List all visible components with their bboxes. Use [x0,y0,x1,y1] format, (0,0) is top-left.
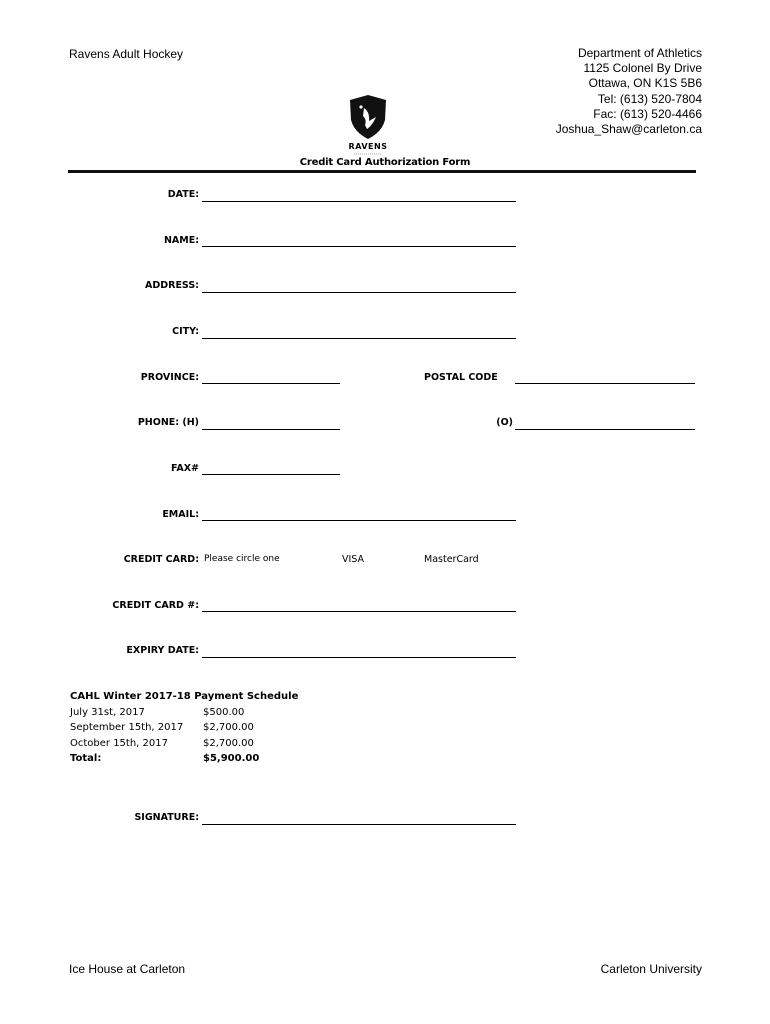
name-field[interactable] [202,246,516,247]
address-label: ADDRESS: [145,280,199,291]
phone-office-label: (O) [496,417,513,428]
card-number-field[interactable] [202,611,516,612]
postal-code-label: POSTAL CODE [424,372,498,383]
schedule-date: July 31st, 2017 [70,706,145,718]
footer-right: Carleton University [600,962,702,976]
postal-code-field[interactable] [515,383,695,384]
email-label: EMAIL: [162,509,199,520]
name-label: NAME: [163,235,199,246]
expiry-label: EXPIRY DATE: [126,645,199,656]
dept-line: Department of Athletics [577,46,702,60]
header-divider [68,170,696,173]
card-number-label: CREDIT CARD #: [112,600,199,611]
schedule-date: October 15th, 2017 [70,737,168,749]
city-label: CITY: [172,326,199,337]
total-label: Total: [70,753,102,764]
logo-text: RAVENS [348,142,388,151]
date-label: DATE: [167,189,199,200]
phone-home-label: PHONE: (H) [137,417,199,428]
raven-shield-icon [340,94,396,156]
schedule-amount: $2,700.00 [203,737,254,749]
phone-office-field[interactable] [515,429,695,430]
dept-email: Joshua_Shaw@carleton.ca [555,122,702,137]
total-amount: $5,900.00 [203,753,260,764]
circle-hint: Please circle one [204,554,280,564]
mastercard-option[interactable]: MasterCard [424,554,479,565]
expiry-field[interactable] [202,657,516,658]
ravens-logo [340,94,396,156]
schedule-row [70,736,298,752]
schedule-total-row [70,751,298,767]
phone-home-field[interactable] [202,429,340,430]
province-field[interactable] [202,383,340,384]
address-field[interactable] [202,292,516,293]
schedule-amount: $500.00 [203,706,245,718]
schedule-date: September 15th, 2017 [70,722,184,733]
payment-schedule [70,689,298,767]
schedule-row [70,720,298,736]
visa-option[interactable]: VISA [342,554,365,565]
department-address [556,46,702,137]
credit-card-label: CREDIT CARD: [123,554,199,565]
schedule-row [70,705,298,721]
footer-left: Ice House at Carleton [69,962,186,976]
dept-line: Tel: (613) 520-7804 [597,91,702,106]
schedule-amount: $2,700.00 [203,722,254,733]
dept-line: 1125 Colonel By Drive [583,61,702,76]
dept-line: Ottawa, ON K1S 5B6 [588,76,702,91]
date-field[interactable] [202,201,516,202]
organization-name: Ravens Adult Hockey [69,47,184,61]
form-title: Credit Card Authorization Form [299,157,471,168]
signature-label: SIGNATURE: [134,812,199,823]
schedule-title: CAHL Winter 2017-18 Payment Schedule [70,691,299,702]
city-field[interactable] [202,338,516,339]
signature-field[interactable] [202,824,516,825]
email-field[interactable] [202,520,516,521]
fax-field[interactable] [202,474,340,475]
province-label: PROVINCE: [140,372,199,383]
fax-label: FAX# [170,463,199,474]
dept-line: Fac: (613) 520-4466 [593,106,702,121]
